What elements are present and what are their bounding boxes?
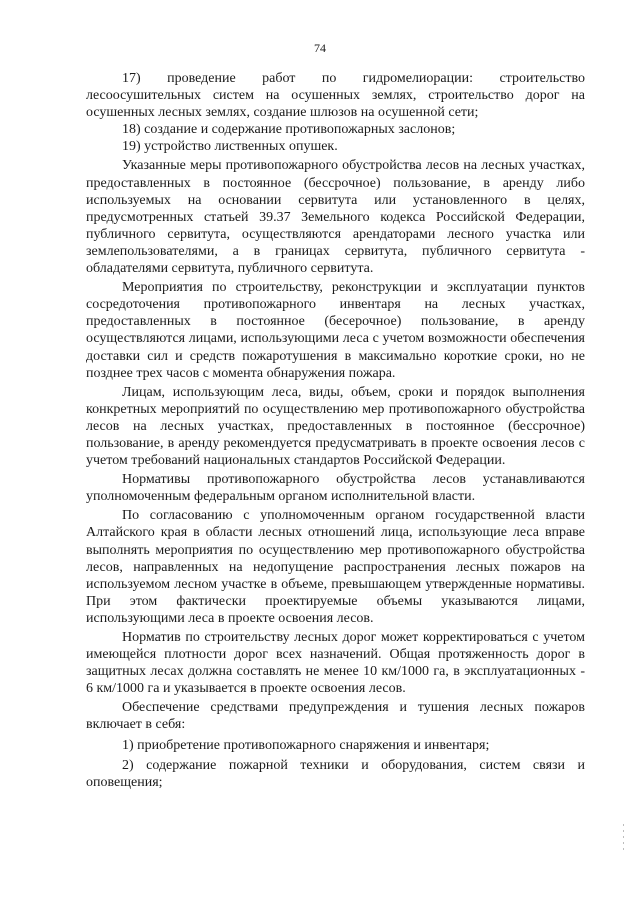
page-number: 74: [314, 41, 326, 55]
paragraph-item-19: 19) устройство лиственных опушек.: [122, 139, 338, 155]
scan-margin-marks: [623, 824, 627, 864]
list-item-2: 2) содержание пожарной техники и оборудования, систем связи и оповещения;: [86, 757, 585, 790]
paragraph-item-18: 18) создание и содержание противопожарных заслонов;: [122, 122, 456, 138]
paragraph-forest-users-planning: Лицам, использующим леса, виды, объем, сроки и порядок выполнения конкретных мероприятий по осуществлению мер противопожарного обустройства лесов на лесных участках, предоставленных в постоянное (бессрочное) пользование, в аренду рекомендуется предусматривать в проекте освоения лесов с учетом требований национальных стандартов Российской Федерации.: [86, 384, 585, 469]
paragraph-fire-prevention-means: Обеспечение средствами предупреждения и тушения лесных пожаров включает в себя:: [86, 700, 585, 733]
paragraph-item-17: 17) проведение работ по гидромелиорации: строительство лесоосушительных систем на осушенных землях, строительство дорог на осушенных лесных землях, создание шлюзов на осушенной сети;: [86, 71, 585, 121]
document-body: [86, 70, 585, 791]
paragraph-fire-measures-responsibility: Указанные меры противопожарного обустройства лесов на лесных участках, предоставленных в постоянное (бессрочное) пользование, в аренду либо используемых на основании сервитута или установленного в целях, предусмотренных статьей 39.37 Земельного кодекса Российской Федерации, публичного сервитута, осуществляются арендаторами лесного участка или землепользователями, а в границах сервитута, публичного сервитута - обладателями сервитута, публичного сервитута.: [86, 158, 585, 277]
paragraph-fire-equipment-points: Мероприятия по строительству, реконструкции и эксплуатации пунктов сосредоточения противопожарного инвентаря на лесных участках, предоставленных в постоянное (бесерочное) пользование, в аренду осуществляются лицами, использующими леса с учетом возможности обеспечения доставки сил и средств пожаротушения в максимально короткие сроки, но не позднее трех часов с момента обнаружения пожара.: [86, 280, 585, 381]
paragraph-altai-agreement: По согласованию с уполномоченным органом государственной власти Алтайского края в области лесных отношений лица, использующие леса вправе выполнять мероприятия по осуществлению мер противопожарного обустройства лесов, направленных на недопущение распространения лесных пожаров на используемом лесном участке в объеме, превышающем утвержденные нормативы. При этом фактически проектируемые объемы указываются лицами, использующими леса в проекте освоения лесов.: [86, 508, 585, 626]
paragraph-norms-authority: Нормативы противопожарного обустройства лесов устанавливаются уполномоченным федеральным органом исполнительной власти.: [86, 472, 585, 505]
paragraph-forest-roads-norm: Норматив по строительству лесных дорог может корректироваться с учетом имеющейся плотности дорог всех назначений. Общая протяженность дорог в защитных лесах должна составлять не менее 10 км/1000 га, в эксплуатационных - 6 км/1000 га и указывается в проекте освоения лесов.: [86, 630, 585, 697]
list-item-1: 1) приобретение противопожарного снаряжения и инвентаря;: [122, 737, 490, 753]
